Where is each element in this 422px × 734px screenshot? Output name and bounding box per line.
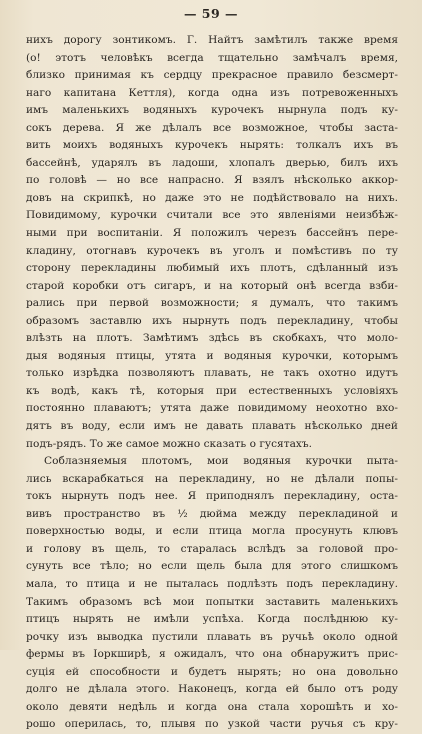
text-line: поверхностью воды, и если птица могла просунуть клювъ [26, 525, 398, 538]
text-line: образомъ заставлю ихъ нырнуть подъ перекладину, чтобы [26, 314, 398, 327]
paragraph [26, 32, 398, 453]
text-line: нихъ дорогу зонтикомъ. Г. Найтъ замѣтилъ также время [26, 34, 398, 46]
text-line: кладину, отогнавъ курочекъ въ уголъ и помѣстивъ по ту [26, 244, 398, 257]
text-line: и голову въ щель, то старалась вслѣдъ за головой про- [26, 542, 398, 555]
text-line: мала, то птица и не пыталась подлѣзть подъ перекладину. [26, 577, 398, 590]
text-line: старой коробки отъ сигаръ, и на который онѣ всегда взби- [26, 279, 398, 292]
text-line: сунуть все тѣло; но если щель была для этого слишкомъ [26, 560, 398, 573]
text-line: сокъ дерева. Я же дѣлалъ все возможное, чтобы заста- [26, 121, 398, 134]
page-text [26, 32, 398, 734]
text-line: довъ на скрипкѣ, но даже это не подѣйствовало на нихъ. [26, 191, 398, 204]
text-line: вивъ пространство въ ½ дюйма между перекладиной и [26, 507, 398, 520]
text-line: только изрѣдка позволяютъ плавать, не такъ охотно идутъ [26, 367, 398, 380]
text-line: имъ маленькихъ водяныхъ курочекъ нырнула подъ ку- [26, 104, 398, 117]
text-line: вить моихъ водяныхъ курочекъ нырять: толкалъ ихъ въ [26, 139, 398, 152]
paragraph [26, 453, 398, 734]
page-number: — 59 — [183, 6, 239, 21]
text-line: влѣзть на плотъ. Замѣтимъ здѣсь въ скобкахъ, что моло- [26, 332, 398, 345]
text-line: птицъ нырять не имѣли успѣха. Когда послѣднюю ку- [26, 613, 398, 626]
text-line: около девяти недѣль и когда она стала хорошѣть и хо- [26, 700, 398, 713]
text-line: лись вскарабкаться на перекладину, но не дѣлали попы- [26, 472, 398, 485]
text-line: долго не дѣлала этого. Наконецъ, когда ей было отъ роду [26, 683, 398, 696]
text-line: бассейнѣ, ударялъ въ ладоши, хлопалъ дверью, билъ ихъ [26, 156, 398, 169]
text-line: Повидимому, курочки считали все это явленіями неизбѣж- [26, 209, 398, 222]
text-line: фермы въ Іоркширѣ, я ожидалъ, что она обнаружитъ прис- [26, 648, 398, 661]
text-line: (о! этотъ человѣкъ всегда тщательно замѣчалъ время, [26, 51, 398, 64]
text-line: суція ей способности и будетъ нырять; но она довольно [26, 665, 398, 678]
text-line: рошо оперилась, то, плывя по узкой части ручья съ кру- [26, 718, 398, 731]
text-line: дыя водяныя птицы, утята и водяныя курочки, которымъ [26, 349, 398, 362]
text-line: дятъ въ воду, если имъ не давать плавать нѣсколько дней [26, 420, 398, 433]
text-line: сторону перекладины любимый ихъ плотъ, сдѣланный изъ [26, 262, 398, 275]
text-line: по головѣ — но все напрасно. Я взялъ нѣсколько аккор- [26, 174, 398, 187]
text-line: Соблазняемыя плотомъ, мои водяныя курочки пыта- [44, 455, 398, 468]
text-line: постоянно плаваютъ; утята даже повидимому неохотно вхо- [26, 402, 398, 415]
text-line: рочку изъ выводка пустили плавать въ ручьѣ около одной [26, 630, 398, 643]
text-line: ными при воспитаніи. Я положилъ черезъ бассейнъ пере- [26, 227, 398, 240]
text-line: наго капитана Кеттля), когда одна изъ потревоженныхъ [26, 86, 398, 99]
text-line: близко принимая къ сердцу прекрасное правило безсмерт- [26, 69, 398, 82]
text-line: подъ-рядъ. То же самое можно сказать о гусятахъ. [26, 437, 312, 450]
text-line: Такимъ образомъ всѣ мои попытки заставить маленькихъ [26, 595, 398, 608]
text-line: токъ нырнуть подъ нее. Я приподнялъ перекладину, оста- [26, 490, 398, 503]
text-line: рались при первой возможности; я думалъ, что такимъ [26, 297, 398, 310]
text-line: къ водѣ, какъ тѣ, которыя при естественныхъ условіяхъ [26, 384, 398, 397]
